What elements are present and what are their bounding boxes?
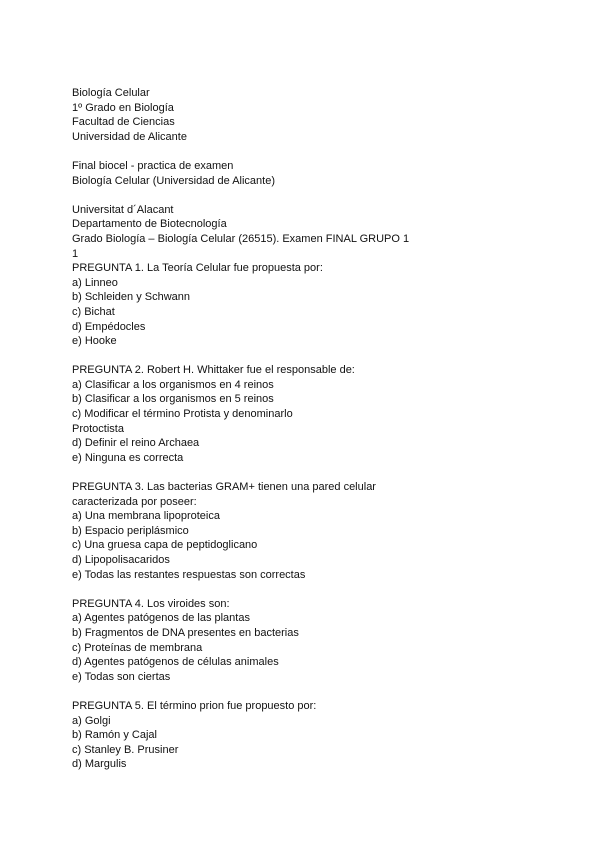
question-text: PREGUNTA 5. El término prion fue propuesto por:: [72, 699, 317, 712]
answer-option: b) Fragmentos de DNA presentes en bacterias: [72, 626, 299, 639]
question-text: PREGUNTA 3. Las bacterias GRAM+ tienen una pared celular: [72, 481, 376, 494]
answer-option: a) Linneo: [72, 276, 118, 289]
question-text: PREGUNTA 4. Los viroides son:: [72, 597, 230, 610]
answer-option: c) Bichat: [72, 305, 115, 318]
question-5: [72, 699, 560, 772]
spacer: [72, 188, 560, 203]
question-4: [72, 597, 560, 685]
faculty-name: Facultad de Ciencias: [72, 116, 175, 129]
spacer: [72, 349, 560, 364]
answer-option: c) Una gruesa capa de peptidoglicano: [72, 539, 258, 552]
answer-option: e) Hooke: [72, 335, 117, 348]
answer-option: d) Margulis: [72, 758, 127, 771]
department-name: Departamento de Biotecnología: [72, 218, 227, 231]
answer-option: e) Todas las restantes respuestas son correctas: [72, 568, 306, 581]
question-text-continuation: caracterizada por poseer:: [72, 495, 197, 508]
question-1: [72, 261, 560, 349]
answer-option: d) Lipopolisacaridos: [72, 554, 170, 566]
answer-option: d) Definir el reino Archaea: [72, 437, 200, 450]
spacer: [72, 582, 560, 597]
answer-option: a) Agentes patógenos de las plantas: [72, 612, 250, 625]
spacer: [72, 684, 560, 699]
document-title: [72, 159, 560, 188]
page-number: 1: [72, 247, 79, 260]
answer-option: d) Empédocles: [72, 320, 146, 333]
question-text: PREGUNTA 2. Robert H. Whittaker fue el responsable de:: [72, 364, 355, 377]
university-name: Universidad de Alicante: [72, 130, 187, 143]
spacer: [72, 465, 560, 480]
answer-option: e) Ninguna es correcta: [72, 451, 184, 464]
answer-option: a) Una membrana lipoproteica: [72, 510, 220, 523]
answer-option: b) Clasificar a los organismos en 5 reinos: [72, 393, 274, 406]
answer-option: c) Proteínas de membrana: [72, 641, 203, 654]
answer-option: d) Agentes patógenos de células animales: [72, 656, 279, 669]
course-year: 1º Grado en Biología: [72, 101, 174, 114]
answer-option: c) Stanley B. Prusiner: [72, 743, 179, 756]
answer-option: a) Golgi: [72, 714, 111, 727]
exam-header: [72, 203, 560, 261]
answer-option: e) Todas son ciertas: [72, 670, 171, 683]
answer-option: a) Clasificar a los organismos en 4 reinos: [72, 378, 274, 391]
university-local-name: Universitat d´Alacant: [72, 203, 174, 216]
answer-option: c) Modificar el término Protista y denominarlo: [72, 408, 293, 421]
document-title-line: Final biocel - practica de examen: [72, 159, 234, 172]
answer-option: b) Ramón y Cajal: [72, 729, 157, 742]
answer-option: b) Schleiden y Schwann: [72, 291, 191, 304]
answer-option-continuation: Protoctista: [72, 422, 124, 435]
question-2: [72, 363, 560, 465]
course-name: Biología Celular: [72, 87, 150, 99]
document-subtitle-line: Biología Celular (Universidad de Alicante): [72, 174, 275, 187]
answer-option: b) Espacio periplásmico: [72, 524, 189, 537]
exam-title: Grado Biología – Biología Celular (26515). Examen FINAL GRUPO 1: [72, 232, 410, 245]
question-text: PREGUNTA 1. La Teoría Celular fue propuesta por:: [72, 262, 323, 275]
course-header: [72, 86, 560, 144]
spacer: [72, 144, 560, 159]
question-3: [72, 480, 560, 582]
